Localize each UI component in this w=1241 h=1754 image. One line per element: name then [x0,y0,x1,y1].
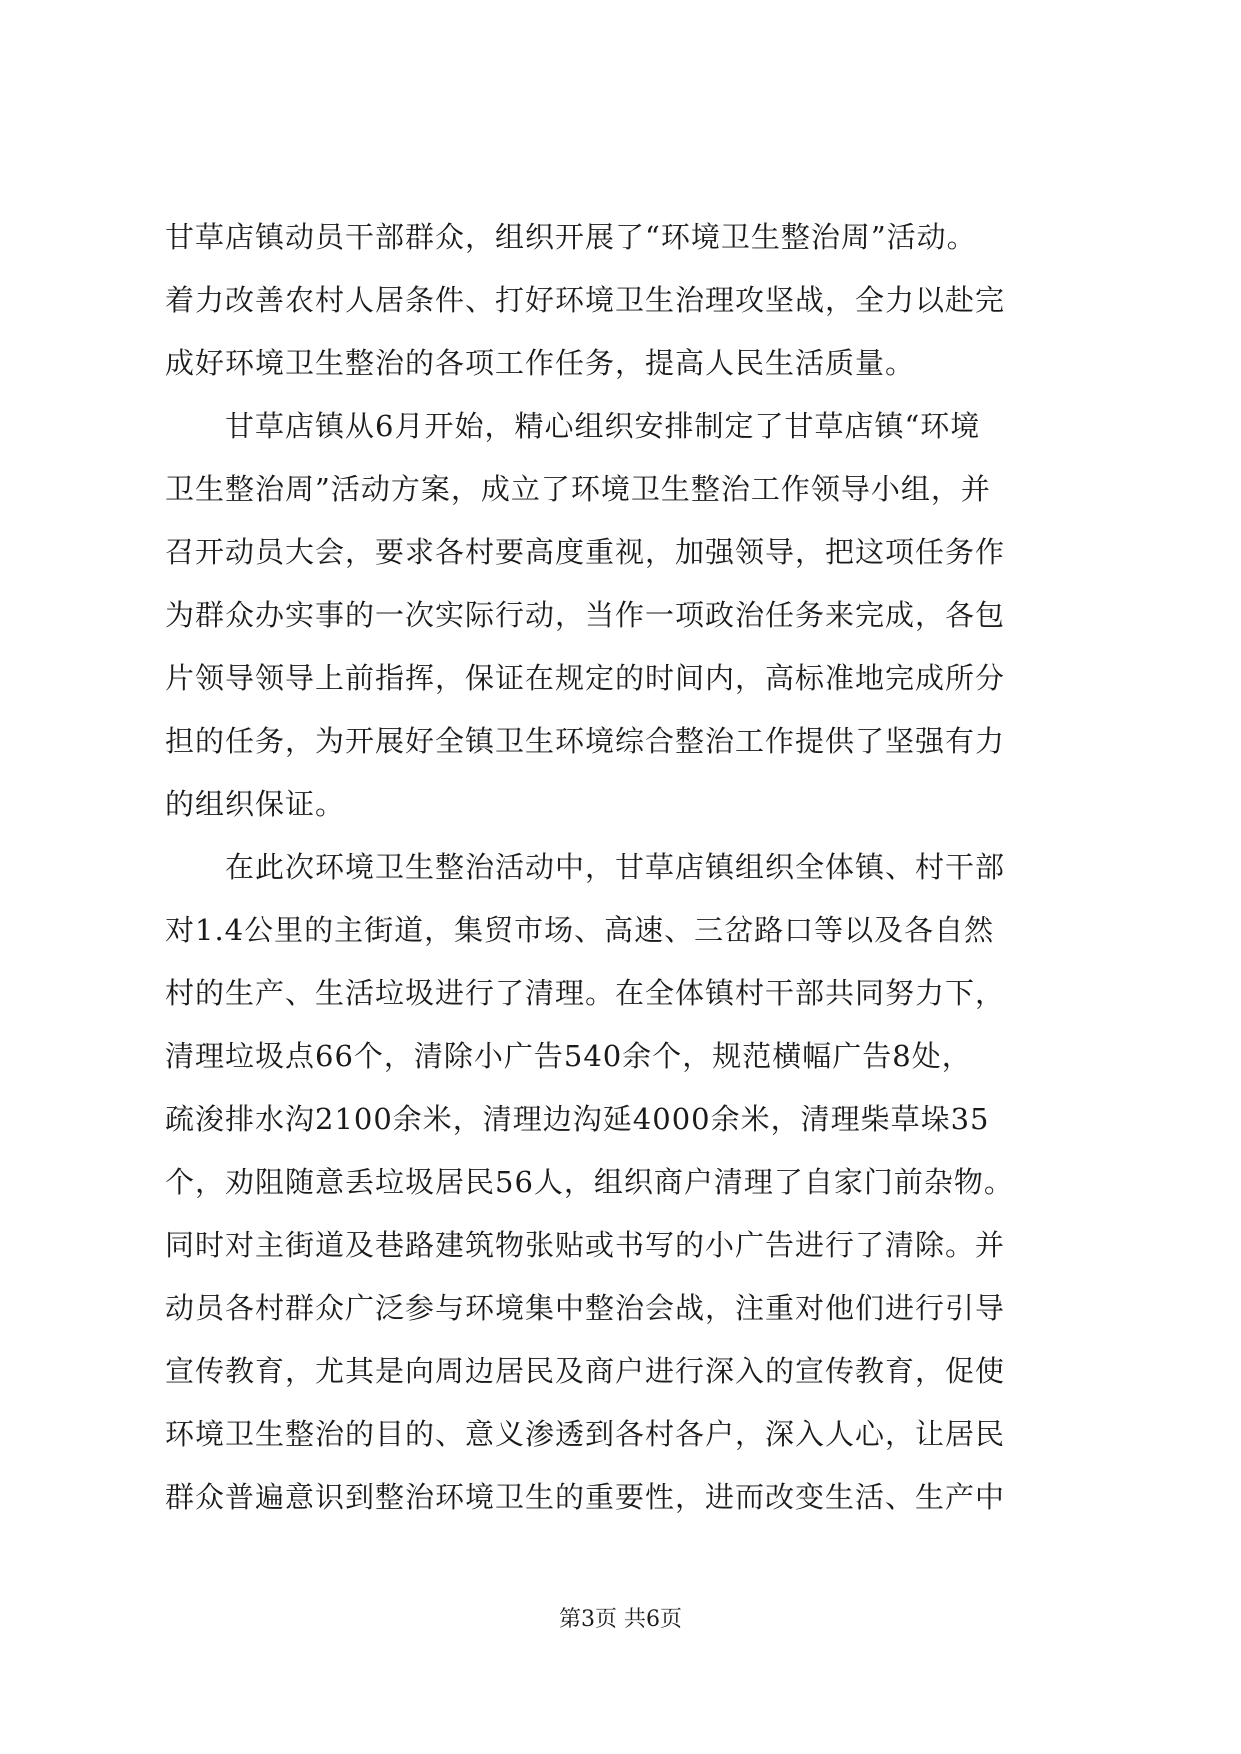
text-line: 群众普遍意识到整治环境卫生的重要性，进而改变生活、生产中 [165,1480,1006,1514]
text-line: 同时对主街道及巷路建筑物张贴或书写的小广告进行了清除。并 [165,1228,1006,1262]
text-line: 的组织保证。 [165,787,346,821]
text-line: 在此次环境卫生整治活动中，甘草店镇组织全体镇、村干部 [165,850,1006,884]
text-line: 村的生产、生活垃圾进行了清理。在全体镇村干部共同努力下， [165,976,1006,1010]
text-line: 为群众办实事的一次实际行动，当作一项政治任务来完成，各包 [165,598,1006,632]
text-line: 宣传教育，尤其是向周边居民及商户进行深入的宣传教育，促使 [165,1354,1006,1388]
page-number-footer: 第3页 共6页 [559,1607,682,1632]
text-line: 个，劝阻随意丢垃圾居民56人，组织商户清理了自家门前杂物。 [165,1165,1014,1199]
text-line: 成好环境卫生整治的各项工作任务，提高人民生活质量。 [165,346,916,380]
text-line: 甘草店镇从6月开始，精心组织安排制定了甘草店镇“环境 [165,409,981,443]
text-line: 动员各村群众广泛参与环境集中整治会战，注重对他们进行引导 [165,1291,1006,1325]
text-line: 着力改善农村人居条件、打好环境卫生治理攻坚战，全力以赴完 [165,283,1006,317]
text-line: 清理垃圾点66个，清除小广告540余个，规范横幅广告8处， [165,1039,972,1073]
document-body [165,206,1085,1529]
text-line: 环境卫生整治的目的、意义渗透到各村各户，深入人心，让居民 [165,1417,1006,1451]
text-line: 对1.4公里的主街道，集贸市场、高速、三岔路口等以及各自然 [165,913,995,947]
text-line: 甘草店镇动员干部群众，组织开展了“环境卫生整治周”活动。 [165,220,977,254]
text-line: 担的任务，为开展好全镇卫生环境综合整治工作提供了坚强有力 [165,724,1006,758]
text-line: 召开动员大会，要求各村要高度重视，加强领导，把这项任务作 [165,535,1006,569]
text-line: 片领导领导上前指挥，保证在规定的时间内，高标准地完成所分 [165,661,1006,695]
text-line: 卫生整治周”活动方案，成立了环境卫生整治工作领导小组，并 [165,472,991,506]
text-line: 疏浚排水沟2100余米，清理边沟延4000余米，清理柴草垛35 [165,1102,990,1136]
